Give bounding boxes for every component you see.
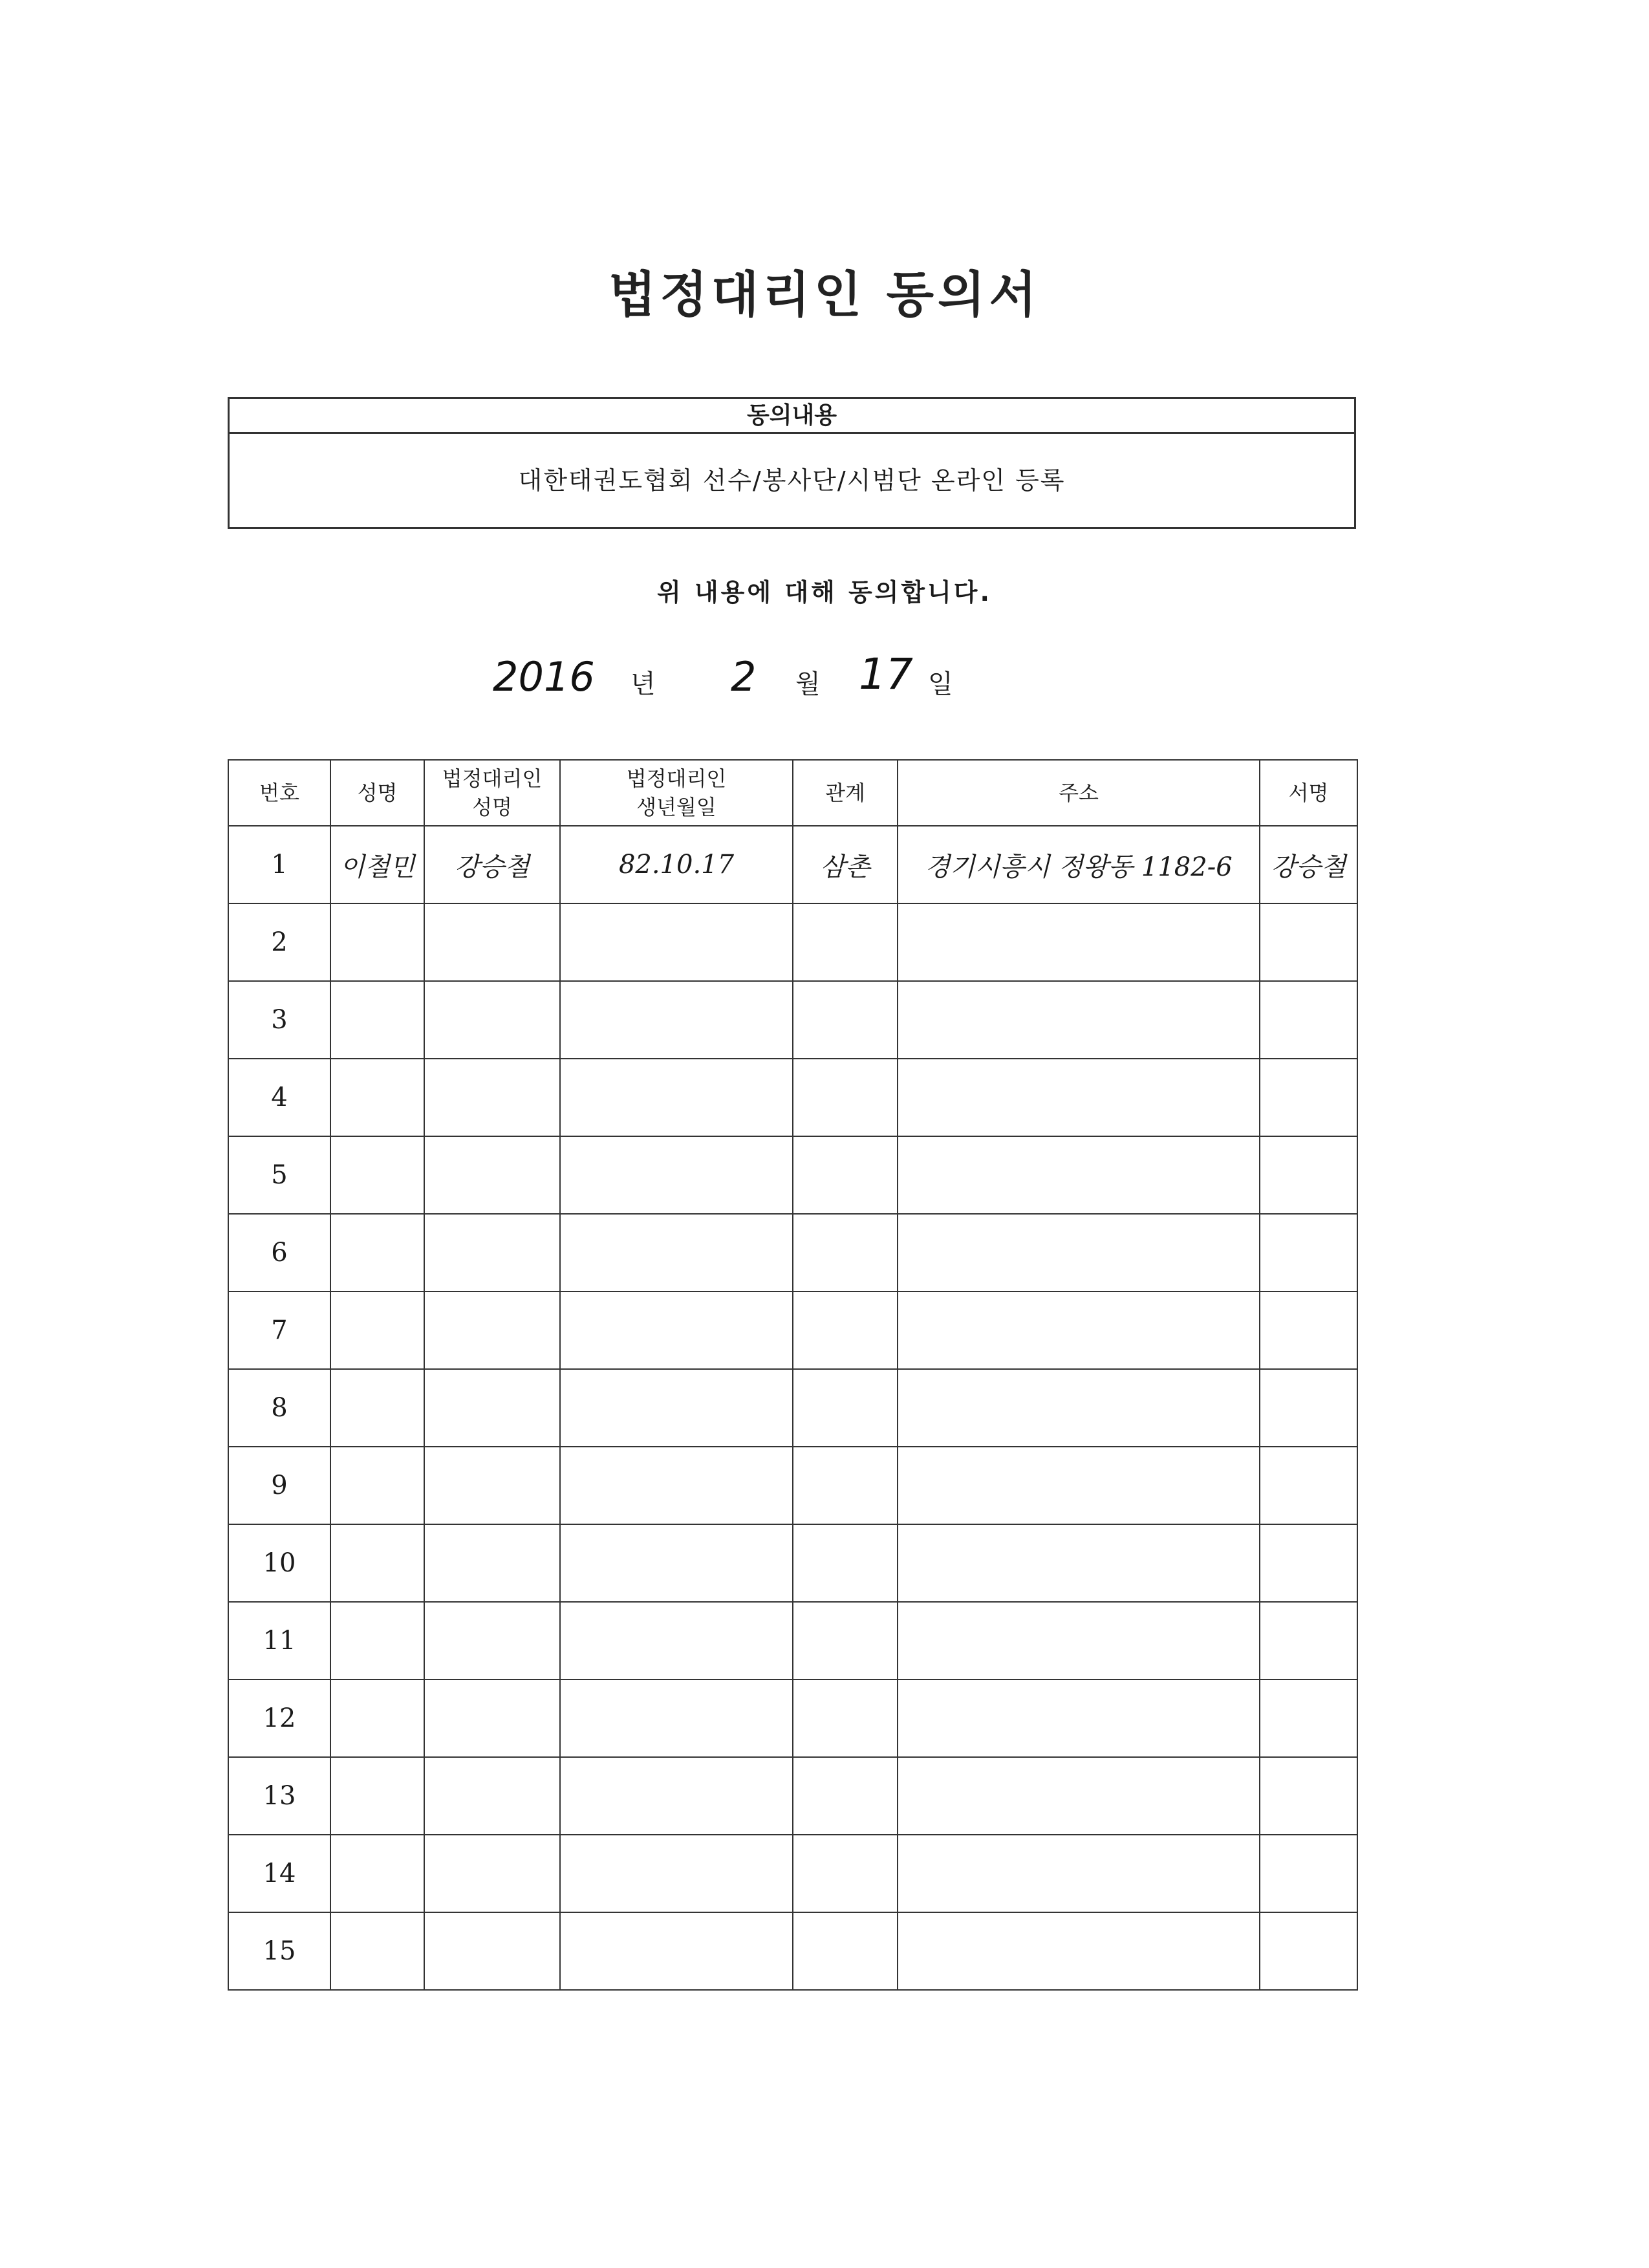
row-guardian-name: 강승철 xyxy=(424,826,560,903)
row-signature xyxy=(1260,1214,1357,1291)
header-signature-line: 서명 xyxy=(1288,781,1329,805)
row-signature xyxy=(1260,903,1357,981)
row-name xyxy=(330,1757,424,1835)
consent-header: 동의내용 xyxy=(230,399,1354,434)
header-address-line: 주소 xyxy=(1059,781,1099,805)
row-address: 경기시흥시 정왕동 1182-6 xyxy=(898,826,1260,903)
row-guardian-name xyxy=(424,1602,560,1679)
header-address xyxy=(898,760,1260,826)
table-row xyxy=(228,1602,1357,1679)
row-number: 14 xyxy=(228,1835,330,1912)
row-guardian-name xyxy=(424,1757,560,1835)
table-row xyxy=(228,1136,1357,1214)
row-address xyxy=(898,1835,1260,1912)
row-guardian-name xyxy=(424,981,560,1059)
row-address xyxy=(898,1602,1260,1679)
row-address xyxy=(898,1757,1260,1835)
table-row xyxy=(228,981,1357,1059)
header-name-line: 성명 xyxy=(357,781,398,805)
row-number: 10 xyxy=(228,1524,330,1602)
row-guardian-birth xyxy=(560,1291,793,1369)
row-signature xyxy=(1260,1835,1357,1912)
row-guardian-name xyxy=(424,1214,560,1291)
row-signature xyxy=(1260,1447,1357,1524)
row-guardian-birth xyxy=(560,1524,793,1602)
header-number-line: 번호 xyxy=(259,781,299,805)
header-guardian-name-line: 성명 xyxy=(472,795,512,819)
row-guardian-birth xyxy=(560,1835,793,1912)
row-name xyxy=(330,1835,424,1912)
date-day-label: 일 xyxy=(928,669,953,699)
consent-body: 대한태권도협회 선수/봉사단/시범단 온라인 등록 xyxy=(518,466,1066,495)
row-guardian-name xyxy=(424,903,560,981)
row-signature xyxy=(1260,1757,1357,1835)
row-address xyxy=(898,1214,1260,1291)
row-guardian-name xyxy=(424,1447,560,1524)
table-row xyxy=(228,1291,1357,1369)
row-guardian-name xyxy=(424,1369,560,1447)
row-name xyxy=(330,1136,424,1214)
row-guardian-birth xyxy=(560,1059,793,1136)
row-guardian-birth xyxy=(560,1912,793,1990)
table-row xyxy=(228,1679,1357,1757)
header-guardian-birth-line: 법정대리인 xyxy=(626,766,727,791)
header-name xyxy=(330,760,424,826)
row-guardian-name xyxy=(424,1679,560,1757)
row-address xyxy=(898,1059,1260,1136)
row-address xyxy=(898,1524,1260,1602)
header-guardian-name xyxy=(424,760,560,826)
row-guardian-birth xyxy=(560,1447,793,1524)
date-month: 2 xyxy=(731,653,757,700)
row-number: 11 xyxy=(228,1602,330,1679)
row-guardian-birth xyxy=(560,1602,793,1679)
consent-box xyxy=(228,397,1356,529)
row-address xyxy=(898,1912,1260,1990)
row-number: 12 xyxy=(228,1679,330,1757)
row-guardian-birth xyxy=(560,1679,793,1757)
row-guardian-birth xyxy=(560,1214,793,1291)
row-address xyxy=(898,1136,1260,1214)
row-address xyxy=(898,1679,1260,1757)
row-name xyxy=(330,903,424,981)
row-number: 7 xyxy=(228,1291,330,1369)
row-relation xyxy=(793,1291,898,1369)
row-name xyxy=(330,1447,424,1524)
header-relation xyxy=(793,760,898,826)
row-name xyxy=(330,1912,424,1990)
date-day: 17 xyxy=(859,649,913,699)
row-relation xyxy=(793,1059,898,1136)
row-relation xyxy=(793,1524,898,1602)
table-row xyxy=(228,826,1357,903)
document-title: 법정대리인 동의서 xyxy=(609,266,1040,323)
row-guardian-birth xyxy=(560,1136,793,1214)
row-number: 9 xyxy=(228,1447,330,1524)
row-number: 4 xyxy=(228,1059,330,1136)
header-relation-line: 관계 xyxy=(825,781,865,805)
row-relation xyxy=(793,1679,898,1757)
row-relation xyxy=(793,1757,898,1835)
row-guardian-name xyxy=(424,1912,560,1990)
header-signature xyxy=(1260,760,1357,826)
table-row xyxy=(228,1524,1357,1602)
date-row xyxy=(0,649,1649,711)
row-number: 15 xyxy=(228,1912,330,1990)
row-relation xyxy=(793,1835,898,1912)
row-number: 3 xyxy=(228,981,330,1059)
date-year: 2016 xyxy=(493,653,595,700)
row-name: 이철민 xyxy=(330,826,424,903)
agreement-statement: 위 내용에 대해 동의합니다. xyxy=(657,578,992,607)
row-signature xyxy=(1260,1369,1357,1447)
row-signature xyxy=(1260,1059,1357,1136)
row-relation xyxy=(793,1369,898,1447)
row-guardian-name xyxy=(424,1835,560,1912)
row-guardian-birth: 82.10.17 xyxy=(560,826,793,903)
header-guardian-birth xyxy=(560,760,793,826)
row-relation xyxy=(793,903,898,981)
row-signature xyxy=(1260,1524,1357,1602)
row-relation xyxy=(793,1447,898,1524)
table-row xyxy=(228,1214,1357,1291)
table-row xyxy=(228,903,1357,981)
row-address xyxy=(898,1369,1260,1447)
row-number: 13 xyxy=(228,1757,330,1835)
row-name xyxy=(330,1059,424,1136)
row-signature xyxy=(1260,1291,1357,1369)
row-relation xyxy=(793,1214,898,1291)
row-address xyxy=(898,981,1260,1059)
row-address xyxy=(898,1447,1260,1524)
row-signature xyxy=(1260,1136,1357,1214)
row-name xyxy=(330,1679,424,1757)
table-row xyxy=(228,1835,1357,1912)
row-address xyxy=(898,1291,1260,1369)
header-guardian-birth-line: 생년월일 xyxy=(636,795,717,819)
row-number: 2 xyxy=(228,903,330,981)
row-name xyxy=(330,1602,424,1679)
row-guardian-birth xyxy=(560,903,793,981)
row-number: 6 xyxy=(228,1214,330,1291)
row-signature xyxy=(1260,1912,1357,1990)
table-row xyxy=(228,1059,1357,1136)
row-signature xyxy=(1260,1602,1357,1679)
row-guardian-birth xyxy=(560,981,793,1059)
row-guardian-birth xyxy=(560,1757,793,1835)
row-name xyxy=(330,1369,424,1447)
row-guardian-name xyxy=(424,1059,560,1136)
table-row xyxy=(228,1912,1357,1990)
date-year-label: 년 xyxy=(630,669,656,699)
row-name xyxy=(330,1214,424,1291)
table-row xyxy=(228,1447,1357,1524)
row-address xyxy=(898,903,1260,981)
header-guardian-name-line: 법정대리인 xyxy=(442,766,543,791)
row-number: 5 xyxy=(228,1136,330,1214)
row-signature: 강승철 xyxy=(1260,826,1357,903)
row-guardian-name xyxy=(424,1524,560,1602)
row-signature xyxy=(1260,981,1357,1059)
date-month-label: 월 xyxy=(795,669,821,699)
table-row xyxy=(228,1757,1357,1835)
row-guardian-name xyxy=(424,1291,560,1369)
row-guardian-name xyxy=(424,1136,560,1214)
row-name xyxy=(330,1524,424,1602)
row-relation xyxy=(793,1136,898,1214)
row-relation xyxy=(793,1602,898,1679)
row-relation xyxy=(793,1912,898,1990)
row-relation: 삼촌 xyxy=(793,826,898,903)
row-number: 8 xyxy=(228,1369,330,1447)
header-number xyxy=(228,760,330,826)
row-name xyxy=(330,1291,424,1369)
guardian-roster-table xyxy=(228,759,1358,1991)
table-row xyxy=(228,1369,1357,1447)
row-relation xyxy=(793,981,898,1059)
row-signature xyxy=(1260,1679,1357,1757)
table-header-row xyxy=(228,760,1357,826)
row-number: 1 xyxy=(228,826,330,903)
row-name xyxy=(330,981,424,1059)
row-guardian-birth xyxy=(560,1369,793,1447)
